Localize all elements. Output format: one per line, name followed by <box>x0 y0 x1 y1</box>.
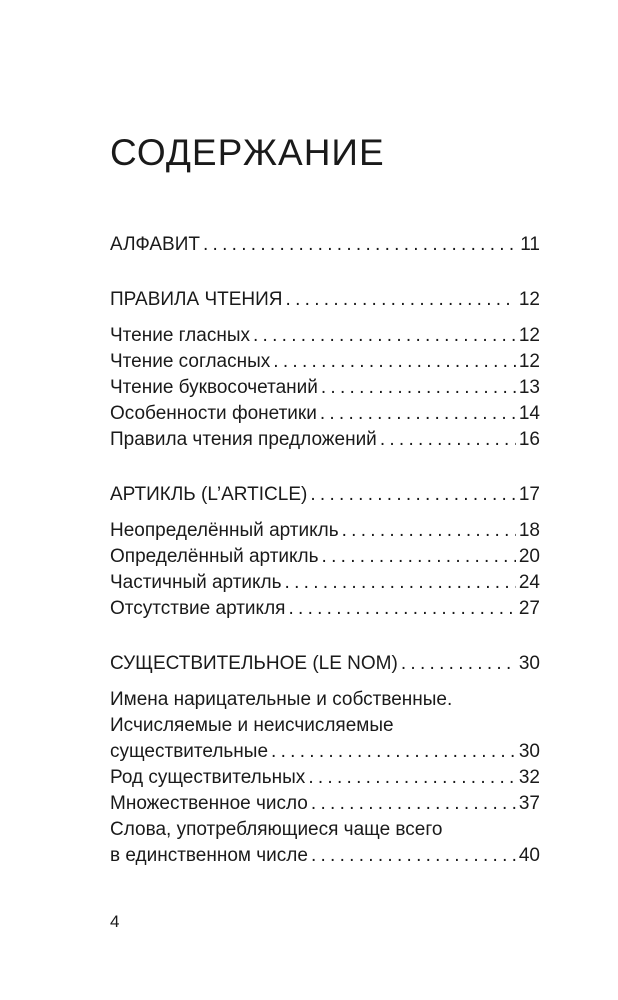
toc-entry-label: существительные <box>110 741 269 762</box>
dot-leader <box>321 375 516 401</box>
dot-leader <box>380 427 516 453</box>
dot-leader <box>308 765 516 791</box>
toc-page-number: 12 <box>518 325 540 346</box>
toc-entry[interactable] <box>110 427 540 453</box>
toc-entry[interactable] <box>110 544 540 570</box>
toc-entry-label: Определённый артикль <box>110 546 319 567</box>
toc-section-label: АЛФАВИТ <box>110 234 200 255</box>
toc-section-label: АРТИКЛЬ (L’ARTICLE) <box>110 484 308 505</box>
toc-page-number: 18 <box>518 520 540 541</box>
toc-entry-label: Чтение гласных <box>110 325 250 346</box>
toc-entry[interactable] <box>110 401 540 427</box>
dot-leader <box>322 544 516 570</box>
toc-page-number: 12 <box>518 289 540 310</box>
toc-entry-label: Род существительных <box>110 767 306 788</box>
toc-entry[interactable] <box>110 765 540 791</box>
toc-entry[interactable] <box>110 570 540 596</box>
toc-entry[interactable] <box>110 323 540 349</box>
toc-entry[interactable] <box>110 596 540 622</box>
toc-page-number: 27 <box>518 598 540 619</box>
toc-page-number: 12 <box>518 351 540 372</box>
dot-leader <box>253 323 516 349</box>
dot-leader <box>203 232 517 258</box>
toc-section-article[interactable] <box>110 482 540 508</box>
toc-page-number: 11 <box>520 234 540 255</box>
dot-leader <box>271 739 516 765</box>
toc-page-number: 17 <box>518 484 540 505</box>
toc-entry-label: Множественное число <box>110 793 308 814</box>
toc-entry-label: Частичный артикль <box>110 572 282 593</box>
toc-entry-label: Неопределённый артикль <box>110 520 339 541</box>
toc-entry[interactable] <box>110 843 540 869</box>
toc-page-number: 16 <box>518 429 540 450</box>
toc-page-number: 30 <box>518 653 540 674</box>
page-number: 4 <box>110 912 120 931</box>
toc-section-noun[interactable] <box>110 651 540 677</box>
toc-page-number: 14 <box>518 403 540 424</box>
toc-page-number: 37 <box>518 793 540 814</box>
toc-section-label: СУЩЕСТВИТЕЛЬНОЕ (LE NOM) <box>110 653 398 674</box>
dot-leader <box>311 843 516 869</box>
toc-entry-line[interactable]: Имена нарицательные и собственные. <box>110 689 453 710</box>
page-title: СОДЕРЖАНИЕ <box>110 132 385 173</box>
dot-leader <box>320 401 516 427</box>
dot-leader <box>288 596 515 622</box>
toc-page-number: 13 <box>518 377 540 398</box>
toc-entry[interactable] <box>110 349 540 375</box>
toc-section-label: ПРАВИЛА ЧТЕНИЯ <box>110 289 283 310</box>
dot-leader <box>401 651 516 677</box>
dot-leader <box>285 570 516 596</box>
toc-page-number: 32 <box>518 767 540 788</box>
toc-page-number: 40 <box>518 845 540 866</box>
toc-section-reading-rules[interactable] <box>110 287 540 313</box>
dot-leader <box>310 482 516 508</box>
toc-entry-label: Чтение буквосочетаний <box>110 377 318 398</box>
toc-entry[interactable] <box>110 518 540 544</box>
toc-entry-line[interactable]: Слова, употребляющиеся чаще всего <box>110 819 443 840</box>
dot-leader <box>273 349 516 375</box>
toc-entry-label: Особенности фонетики <box>110 403 317 424</box>
toc-entry-line[interactable]: Исчисляемые и неисчисляемые <box>110 715 394 736</box>
toc-page-number: 20 <box>518 546 540 567</box>
toc-entry-label: Отсутствие артикля <box>110 598 286 619</box>
toc-entry-label: Чтение согласных <box>110 351 271 372</box>
toc-page-number: 24 <box>518 572 540 593</box>
toc-section-alphabet[interactable] <box>110 232 540 258</box>
dot-leader <box>286 287 516 313</box>
dot-leader <box>342 518 516 544</box>
toc-entry-label: в единственном числе <box>110 845 308 866</box>
toc-page-number: 30 <box>518 741 540 762</box>
toc-entry-label: Правила чтения предложений <box>110 429 377 450</box>
toc-entry[interactable] <box>110 375 540 401</box>
toc-entry[interactable] <box>110 791 540 817</box>
toc-entry[interactable] <box>110 739 540 765</box>
dot-leader <box>311 791 516 817</box>
